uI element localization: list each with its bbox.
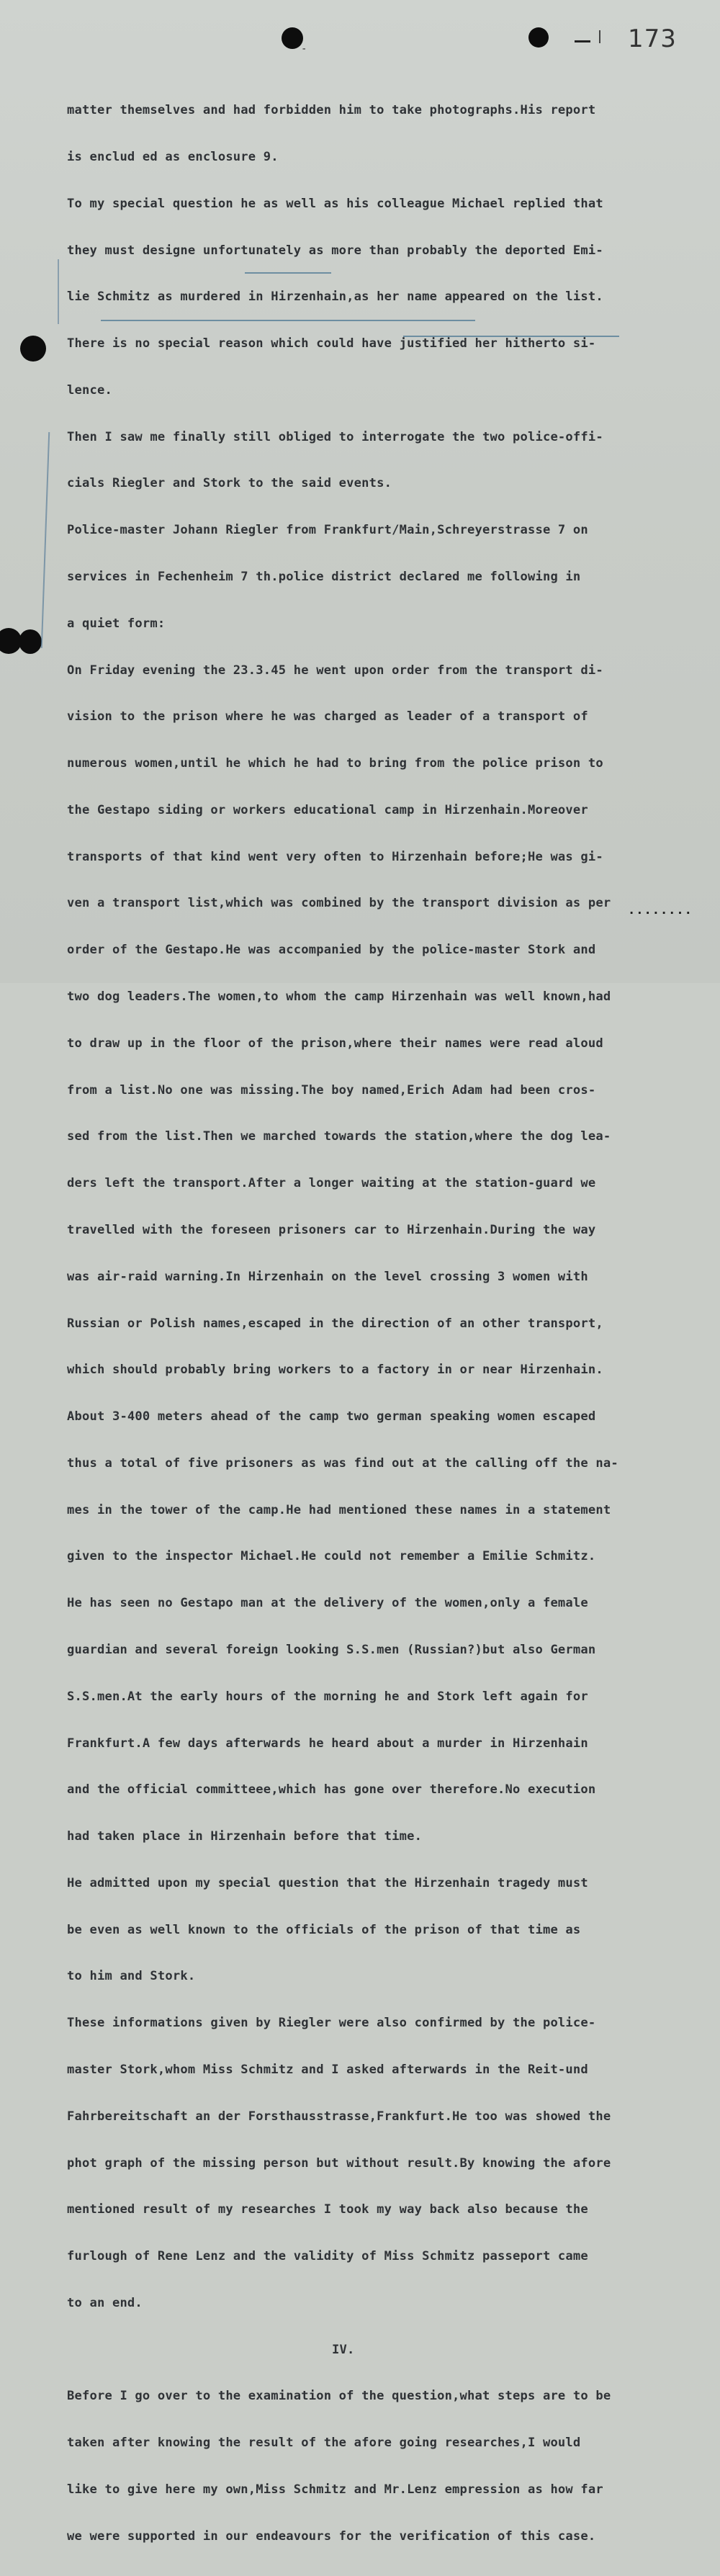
text-line: was air-raid warning.In Hirzenhain on the level crossing 3 women with <box>67 1269 588 1284</box>
text-line: Before I go over to the examination of the question,what steps are to be <box>67 2389 611 2404</box>
text-line: taken after knowing the result of the afore going researches,I would <box>67 2436 581 2451</box>
text-line: sed from the list.Then we marched towards the station,where the dog lea- <box>67 1129 611 1144</box>
text-line: is enclud ed as enclosure 9. <box>67 149 279 164</box>
text-line: Then I saw me finally still obliged to interrogate the two police-offi- <box>67 429 603 444</box>
text-line: Frankfurt.A few days afterwards he heard about a murder in Hirzenhain <box>67 1736 588 1751</box>
text-line: from a list.No one was missing.The boy named,Erich Adam had been cros- <box>67 1082 596 1098</box>
text-line: services in Fechenheim 7 th.police district declared me following in <box>67 570 581 584</box>
page-number: 173 <box>628 24 677 53</box>
text-line: matter themselves and had forbidden him to take photographs.His report <box>67 103 596 118</box>
text-line: mentioned result of my researches I took my way back also because the <box>67 2202 588 2217</box>
text-line: master Stork,whom Miss Schmitz and I asked afterwards in the Reit-und <box>67 2063 588 2077</box>
text-line: vision to the prison where he was charged as leader of a transport of <box>67 709 588 724</box>
typed-text <box>67 72 711 2576</box>
text-line: two dog leaders.The women,to whom the camp Hirzenhain was well known,had <box>67 989 611 1005</box>
text-line: the Gestapo siding or workers educational camp in Hirzenhain.Moreover <box>67 802 588 817</box>
text-line: transports of that kind went very often to Hirzenhain before;He was gi- <box>67 849 603 864</box>
top-dash-mark <box>575 40 590 42</box>
section-heading-iv: IV. <box>332 2342 355 2357</box>
text-line: He has seen no Gestapo man at the delivery of the women,only a female <box>67 1596 588 1611</box>
text-line: phot graph of the missing person but without result.By knowing the afore <box>67 2155 611 2171</box>
text-line: to an end. <box>67 2295 143 2310</box>
punch-hole-top-right <box>528 27 549 48</box>
text-line: to draw up in the floor of the prison,where their names were read aloud <box>67 1036 603 1051</box>
text-line: To my special question he as well as his colleague Michael replied that <box>67 196 603 211</box>
text-line: cials Riegler and Stork to the said events. <box>67 476 392 491</box>
text-line: lie Schmitz as murdered in Hirzenhain,as her name appeared on the list. <box>67 290 603 305</box>
margin-pen-line <box>41 432 50 648</box>
text-line: guardian and several foreign looking S.S.men (Russian?)but also German <box>67 1642 596 1657</box>
text-line: Police-master Johann Riegler from Frankfurt/Main,Schreyerstrasse 7 on <box>67 523 588 538</box>
text-line: had taken place in Hirzenhain before that time. <box>67 1829 423 1844</box>
text-line: be even as well known to the officials of the prison of that time as <box>67 1922 581 1937</box>
text-line: numerous women,until he which he had to bring from the police prison to <box>67 756 603 771</box>
margin-bracket <box>58 259 63 324</box>
top-tick-mark <box>599 30 600 43</box>
punch-hole-top-left <box>282 27 303 49</box>
text-line: There is no special reason which could have justified her hitherto si- <box>67 336 596 351</box>
text-line: furlough of Rene Lenz and the validity of Miss Schmitz passeport came <box>67 2249 588 2264</box>
text-line: to him and Stork. <box>67 1969 196 1984</box>
text-line: About 3-400 meters ahead of the camp two german speaking women escaped <box>67 1409 596 1424</box>
text-line: thus a total of five prisoners as was find out at the calling off the na- <box>67 1455 618 1471</box>
text-line: travelled with the foreseen prisoners car to Hirzenhain.During the way <box>67 1222 596 1237</box>
text-line: mes in the tower of the camp.He had mentioned these names in a statement <box>67 1502 611 1517</box>
text-line: like to give here my own,Miss Schmitz and Mr.Lenz empression as how far <box>67 2482 603 2498</box>
text-line: which should probably bring workers to a factory in or near Hirzenhain. <box>67 1363 603 1378</box>
punch-hole-left-upper <box>20 336 46 362</box>
top-mark: - <box>301 43 307 55</box>
text-line: given to the inspector Michael.He could not remember a Emilie Schmitz. <box>67 1549 596 1564</box>
text-line: and the official committeee,which has gone over therefore.No execution <box>67 1782 596 1798</box>
text-line: they must designe unfortunately as more than probably the deported Emi- <box>67 243 603 258</box>
text-line: These informations given by Riegler were also confirmed by the police- <box>67 2016 596 2031</box>
text-line: we were supported in our endeavours for the verification of this case. <box>67 2528 596 2544</box>
text-line: He admitted upon my special question that the Hirzenhain tragedy must <box>67 1875 588 1890</box>
text-line: order of the Gestapo.He was accompanied by the police-master Stork and <box>67 943 596 958</box>
text-line: Russian or Polish names,escaped in the direction of an other transport, <box>67 1316 603 1331</box>
text-line: Fahrbereitschaft an der Forsthausstrasse,Frankfurt.He too was showed the <box>67 2109 611 2124</box>
text-line: a quiet form: <box>67 616 166 631</box>
text-line: lence. <box>67 382 112 398</box>
text-line: ders left the transport.After a longer waiting at the station-guard we <box>67 1176 596 1191</box>
punch-hole-left-lower-2 <box>19 629 42 654</box>
text-line: On Friday evening the 23.3.45 he went upon order from the transport di- <box>67 663 603 678</box>
continuation-dots: ........ <box>628 903 693 917</box>
text-line: S.S.men.At the early hours of the morning he and Stork left again for <box>67 1689 588 1704</box>
text-line: ven a transport list,which was combined by the transport division as per <box>67 896 611 911</box>
